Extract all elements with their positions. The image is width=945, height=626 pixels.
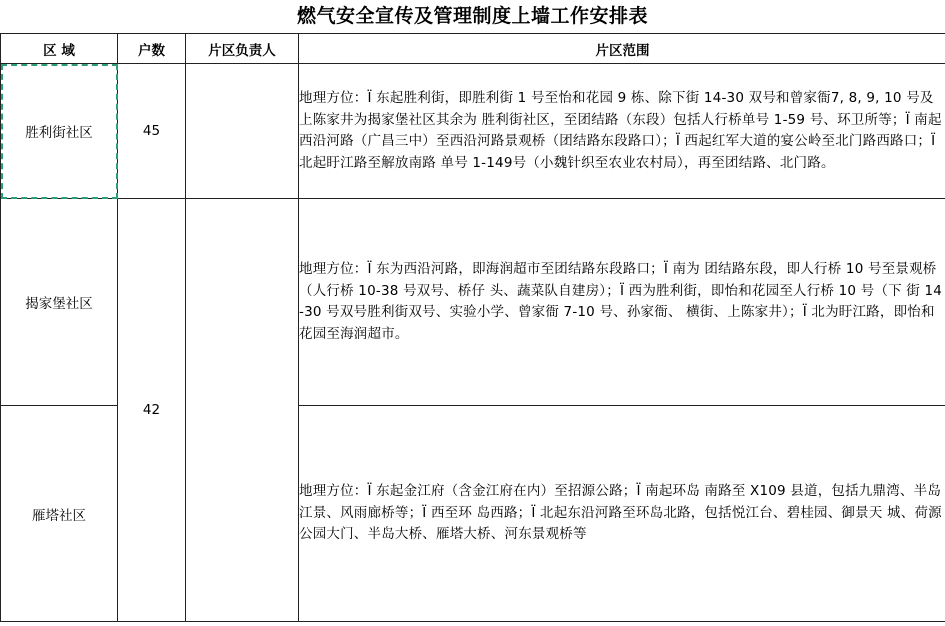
households-cell-merged[interactable]: 42 [118,199,186,622]
scope-cell[interactable]: 地理方位：Ï 东起金江府（含金江府在内）至招源公路；Ï 南起环岛 南路至 X109 县道，包括九鼎湾、半岛江景、风雨廊桥等；Ï 西至环 岛西路；Ï 北起东沿河路至环岛北路，包括悦江台、碧桂园、御景天 城、荷源公园大门、半岛大桥、雁塔大桥、河东景观桥等 [299,406,945,622]
manager-cell[interactable] [186,64,299,199]
schedule-table [0,33,945,622]
table-row [1,199,945,406]
scope-cell[interactable]: 地理方位：Ï 东起胜利街，即胜利街 1 号至怡和花园 9 栋、除下街 14-30 双号和曾家衙7, 8, 9, 10 号及上陈家井为揭家堡社区其余为 胜利街社区，至团结路（东段）包括人行桥单号 1-59 号、环卫所等；Ï 南起西沿河路（广昌三中）至西沿河路景观桥（团结路东段路口）；Ï 西起红军大道的宴公岭至北门路西路口；Ï 北起盱江路至解放南路 单号 1-149号（小魏针织至农业农村局），再至团结路、北门路。 [299,64,945,199]
header-row [1,34,945,64]
header-households[interactable]: 户数 [118,34,186,64]
header-region[interactable]: 区 域 [1,34,118,64]
scope-cell[interactable]: 地理方位：Ï 东为西沿河路，即海润超市至团结路东段路口；Ï 南为 团结路东段，即人行桥 10 号至景观桥（人行桥 10-38 号双号、桥仔 头、蔬菜队自建房）；Ï 西为胜利街，即怡和花园至人行桥 10 号（下 街 14-30 号双号胜利街双号、实验小学、曾家衙 7-10 号、孙家衙、 横街、上陈家井）；Ï 北为盱江路，即怡和花园至海润超市。 [299,199,945,406]
table-row [1,64,945,199]
manager-cell-merged[interactable] [186,199,299,622]
region-cell[interactable]: 揭家堡社区 [1,199,118,406]
header-manager[interactable]: 片区负责人 [186,34,299,64]
region-cell[interactable]: 胜利街社区 [1,64,118,199]
region-cell[interactable]: 雁塔社区 [1,406,118,622]
header-scope[interactable]: 片区范围 [299,34,945,64]
households-cell[interactable]: 45 [118,64,186,199]
sheet-title: 燃气安全宣传及管理制度上墙工作安排表 [296,5,648,27]
